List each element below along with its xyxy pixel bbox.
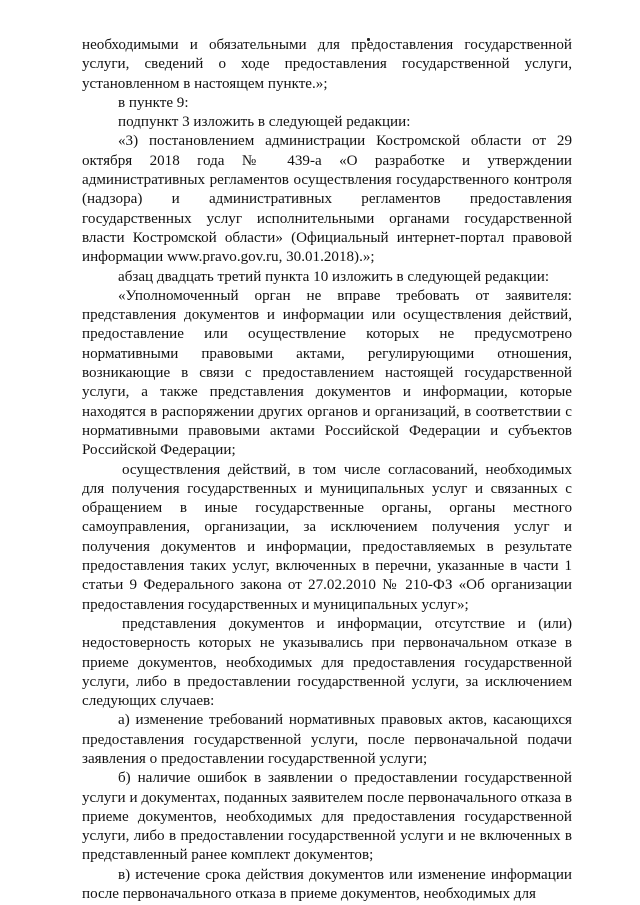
- paragraph-subitem-3: подпункт 3 изложить в следующей редакции:: [118, 114, 411, 131]
- list-item-b: б) наличие ошибок в заявлении о предоставлении государственной услуги и документах, поданных заявителем после первоначального отказа в приеме документов, необходимых для предоставления государственной услуги, либо в предоставлении государственной услуги и не включенных в представленный ранее комплект документов;: [82, 770, 572, 864]
- paragraph-documents: представления документов и информации, отсутствие и (или) недостоверность которых не указывались при первоначальном отказе в приеме документов, необходимых для предоставления государственной услуги, либо в предоставлении государственной услуги, за исключением следующих случаев:: [82, 615, 572, 710]
- list-item-a: а) изменение требований нормативных правовых актов, касающихся предоставления государственной услуги, после первоначальной подачи заявления о предоставлении государственной услуги;: [82, 712, 572, 767]
- paragraph-actions: осуществления действий, в том числе согласований, необходимых для получения государственных и муниципальных услуг и связанных с обращением в иные государственные органы, органы местного самоуправления, организации, за исключением получения услуг и получения документов и информации, предоставляемых в результате предоставления таких услуг, включенных в перечни, указанные в части 1 статьи 9 Федерального закона от 27.02.2010 № 210-ФЗ «Об организации предоставления государственных и муниципальных услуг»;: [82, 461, 572, 613]
- paragraph-continuation: необходимыми и обязательными для предоставления государственной услуги, сведений о ходе предоставления государственной услуги, установленном в настоящем пункте.»;: [82, 37, 572, 92]
- paragraph-quote-resolution: «3) постановлением администрации Костромской области от 29 октября 2018 года № 439-а «О разработке и утверждении административных регламентов осуществления государственного контроля (надзора) и административных регламентов предоставления государственных услуг исполнительными органами государственной власти Костромской области» (Официальный интернет-портал правовой информации www.pravo.gov.ru, 30.01.2018).»;: [82, 133, 572, 266]
- paragraph-item-9: в пункте 9:: [118, 94, 189, 111]
- paragraph-authority-restrictions: «Уполномоченный орган не вправе требовать от заявителя: представления документов и информации или осуществления действий, предоставление или осуществление которых не предусмотрено нормативными правовыми актами, регулирующими отношения, возникающие в связи с предоставлением настоящей государственной услуги, а также представления документов и информации, которые находятся в распоряжении других органов и организаций, в соответствии с нормативными правовыми актами Российской Федерации и субъектов Российской Федерации;: [82, 287, 572, 459]
- paragraph-item-10: абзац двадцать третий пункта 10 изложить в следующей редакции:: [118, 268, 550, 285]
- document-body: [82, 36, 572, 904]
- list-item-v: в) истечение срока действия документов или изменение информации после первоначального отказа в приеме документов, необходимых для: [82, 866, 572, 903]
